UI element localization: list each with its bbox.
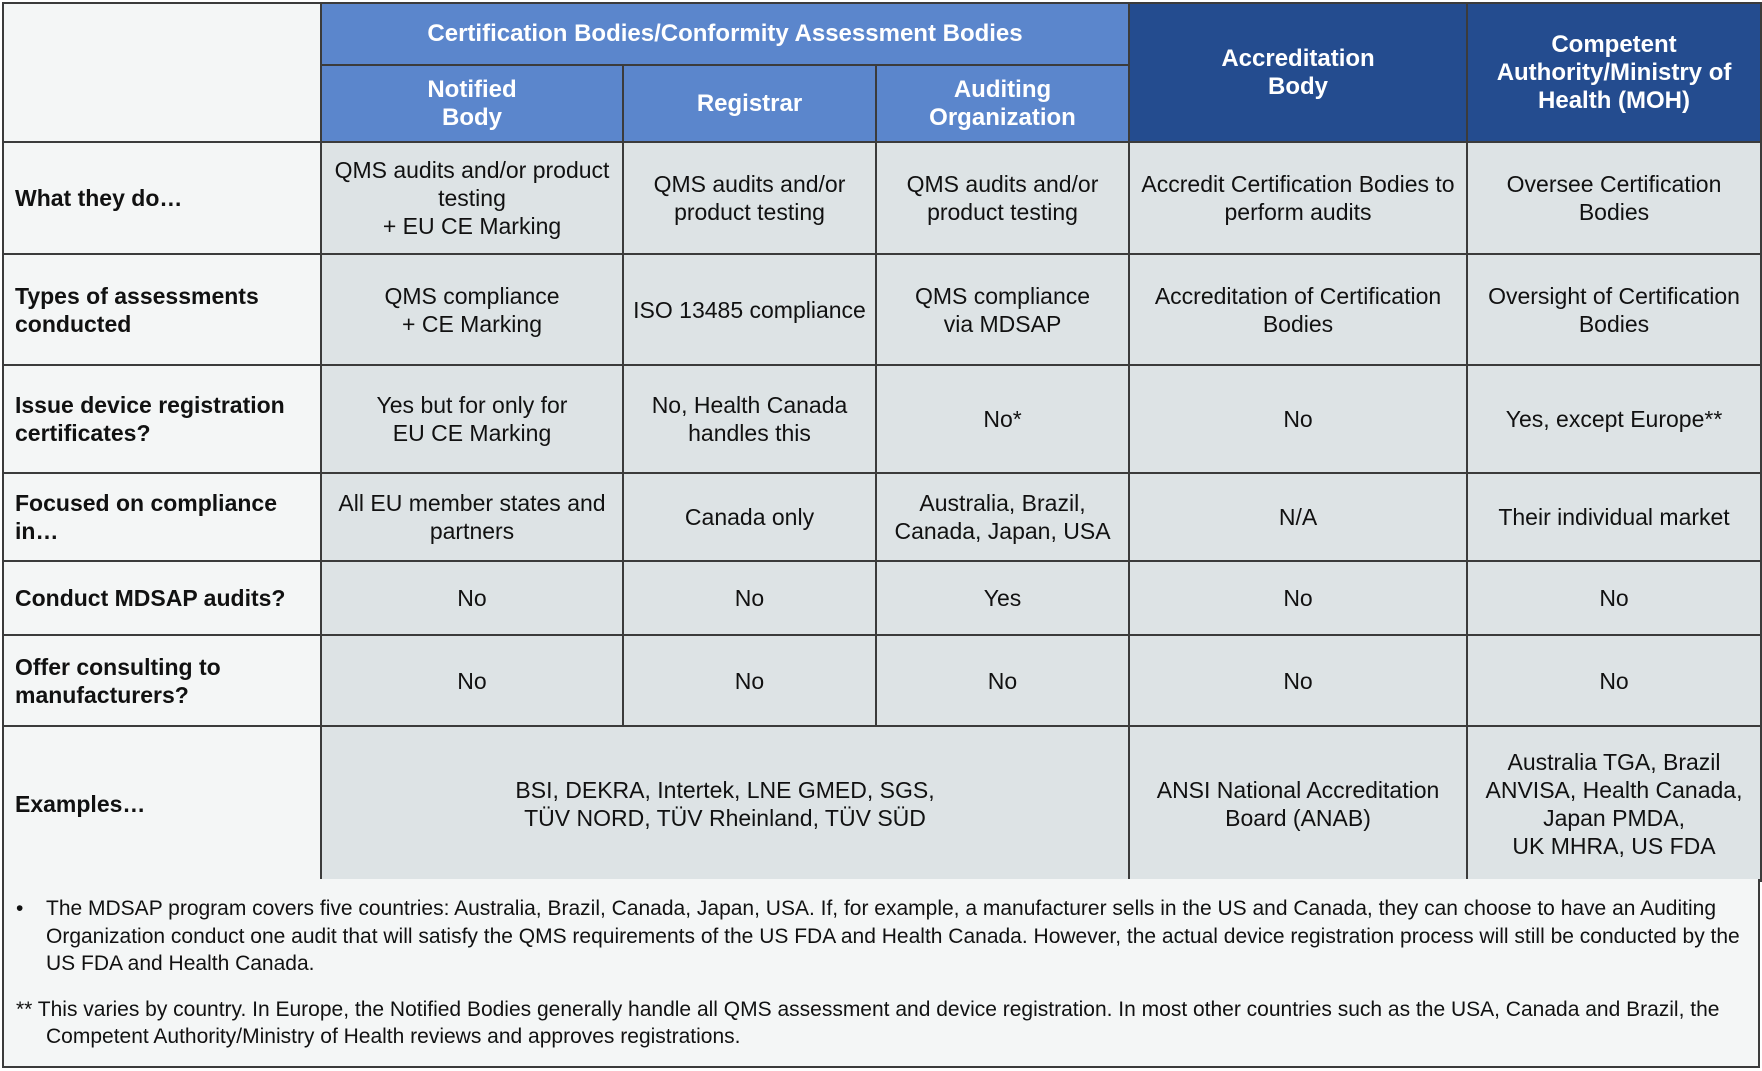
header-accreditation-body: Accreditation Body [1129, 3, 1467, 142]
row-label: Focused on compliance in… [3, 473, 321, 561]
table-cell: Oversight of Certification Bodies [1467, 254, 1761, 365]
header-competent-authority: Competent Authority/Ministry of Health (MOH) [1467, 3, 1761, 142]
table-cell: Accredit Certification Bodies to perform audits [1129, 142, 1467, 254]
table-row [3, 254, 1761, 365]
bullet: • [16, 897, 24, 920]
table-cell: QMS audits and/or product testing [876, 142, 1129, 254]
footnote-mdsap [16, 895, 1744, 978]
table-cell: Canada only [623, 473, 876, 561]
footnote-text: The MDSAP program covers five countries: Australia, Brazil, Canada, Japan, USA. If, for example, a manufacturer sells in the US and Canada, they can choose to have an Auditing Organization conduct one audit that will satisfy the QMS requirements of the US FDA and Health Canada. However, the actual device registration process will still be conducted by the US FDA and Health Canada. [46, 897, 1740, 975]
header-corner [3, 3, 321, 142]
row-label: Examples… [3, 726, 321, 881]
table-cell: No [623, 635, 876, 726]
table-cell: Their individual market [1467, 473, 1761, 561]
table-cell: No [1129, 635, 1467, 726]
table-cell: No [321, 561, 623, 635]
table-cell: No [1467, 635, 1761, 726]
table-cell: Australia, Brazil, Canada, Japan, USA [876, 473, 1129, 561]
table-row [3, 365, 1761, 473]
table-cell: QMS compliance via MDSAP [876, 254, 1129, 365]
table-row [3, 635, 1761, 726]
table-cell: No, Health Canada handles this [623, 365, 876, 473]
table-cell: No [1129, 365, 1467, 473]
table-cell: Yes, except Europe** [1467, 365, 1761, 473]
examples-row [3, 726, 1761, 881]
table-cell: Yes but for only for EU CE Marking [321, 365, 623, 473]
table-cell: No [1129, 561, 1467, 635]
table-row [3, 561, 1761, 635]
header-auditing-organization: Auditing Organization [876, 65, 1129, 142]
header-row-1 [3, 3, 1761, 65]
header-registrar: Registrar [623, 65, 876, 142]
comparison-table [2, 2, 1762, 882]
row-label: What they do… [3, 142, 321, 254]
table-cell: Oversee Certification Bodies [1467, 142, 1761, 254]
table-cell: Yes [876, 561, 1129, 635]
table-cell: ISO 13485 compliance [623, 254, 876, 365]
table-cell: No [321, 635, 623, 726]
table-cell: No* [876, 365, 1129, 473]
table-cell: No [1467, 561, 1761, 635]
row-label: Offer consulting to manufacturers? [3, 635, 321, 726]
examples-competent-authority: Australia TGA, Brazil ANVISA, Health Canada, Japan PMDA, UK MHRA, US FDA [1467, 726, 1761, 881]
footnote-country-variation: ** This varies by country. In Europe, the Notified Bodies generally handle all QMS assessment and device registration. In most other countries such as the USA, Canada and Brazil, the Competent Authority/Ministry of Health reviews and approves registrations. [16, 997, 1720, 1048]
table-cell: All EU member states and partners [321, 473, 623, 561]
footnotes [2, 879, 1760, 1068]
header-certification-bodies: Certification Bodies/Conformity Assessment Bodies [321, 3, 1129, 65]
row-label: Conduct MDSAP audits? [3, 561, 321, 635]
table-cell: QMS audits and/or product testing [623, 142, 876, 254]
table-cell: QMS audits and/or product testing + EU CE Marking [321, 142, 623, 254]
table-cell: Accreditation of Certification Bodies [1129, 254, 1467, 365]
table-cell: N/A [1129, 473, 1467, 561]
row-label: Types of assessments conducted [3, 254, 321, 365]
table-row [3, 142, 1761, 254]
table-cell: No [876, 635, 1129, 726]
header-notified-body: Notified Body [321, 65, 623, 142]
examples-certification-bodies: BSI, DEKRA, Intertek, LNE GMED, SGS, TÜV NORD, TÜV Rheinland, TÜV SÜD [321, 726, 1129, 881]
table-row [3, 473, 1761, 561]
table-cell: No [623, 561, 876, 635]
row-label: Issue device registration certificates? [3, 365, 321, 473]
table-cell: QMS compliance + CE Marking [321, 254, 623, 365]
examples-accreditation-body: ANSI National Accreditation Board (ANAB) [1129, 726, 1467, 881]
